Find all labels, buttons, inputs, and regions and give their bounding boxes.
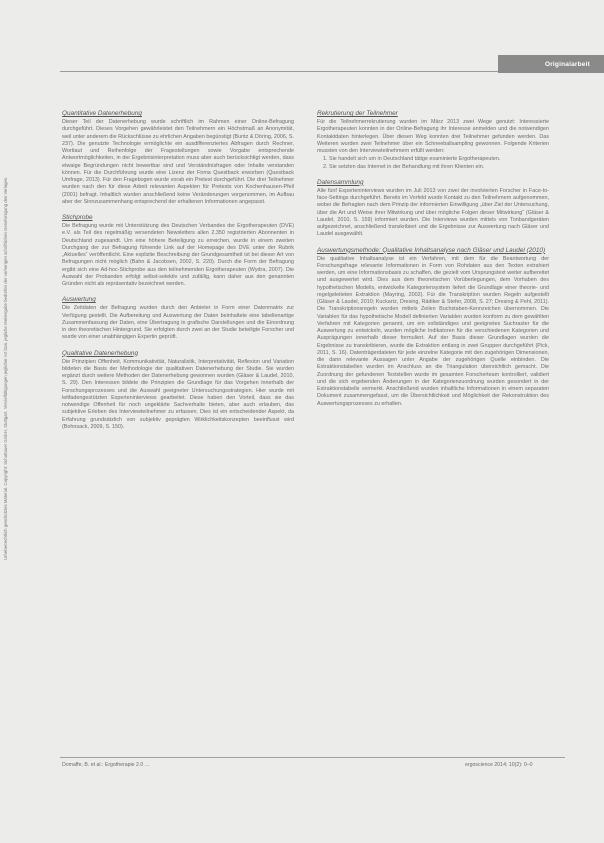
section-qualitative <box>62 350 294 432</box>
section-heading: Auswertung <box>62 296 96 304</box>
right-column <box>317 110 549 416</box>
section-heading: Stichprobe <box>62 214 93 221</box>
criteria-list <box>317 156 549 171</box>
section-quantitative <box>62 110 294 206</box>
section-heading: Qualitative Datenerhebung <box>62 349 139 357</box>
list-item: 2. Sie setzten das Internet in der Behandlung mit ihren Klienten ein. <box>329 164 549 171</box>
section-heading: Quantitative Datenerhebung <box>62 110 142 117</box>
section-body: Die Prinzipien Offenheit, Kommunikativität, Naturalistik, Interpretativität, Reflexion und Variation bildeten die Basis der Methodologie der qualitativen Datenerhebung der Studie. Sie wurden ergänzt durch weitere Methoden der Datenerhebung gewonnen wurden (Gläser & Laudel, 2010, S. 29). Den Interessen bildete die Prinzipien die Grundlage für das Vorgehen innerhalb der Forschungsprozesses und die Auswahl geeigneter Untersuchungsstrategien. Hier wurde mit leitfadengestützten Experteninterviews gearbeitet. Diese haben den Vorteil, dass sie das notwendige Offenheit für noch ungeklärte Sachverhalte bieten, aber auch erlauben, das subjektive Erleben des Interviewteilnehmer zu erfassen. Dies ist ein entscheidender Aspekt, da Erfahrung grundsätzlich von subjektiv geprägten Wirklichkeitskonzepten beeinflusst wird (Bohnsack, 2009, S. 150). <box>62 358 294 430</box>
section-auswertung <box>62 296 294 341</box>
section-body: Alle fünf Experteninterviews wurden im Juli 2013 von zwei der involvierten Forscher in Face-to-face-Settings durchgeführt. Bereits im Vorfeld wurde Kontakt zu den Teilnehmern aufgenommen, wobei die Befragten nach dem Prinzip der informierten Einwilligung „über Ziel der Untersuchung, über die Art und Weise ihrer Mitwirkung und über mögliche Folgen dieser Mitwirkung“ (Gläser & Laudel, 2010, S. 159) informiert wurden. Die Interviews wurden mittels von Tonbandgeräten aufgezeichnet, anschließend transkribiert und die Ergebnisse zur Auswertung nach Gläser und Laudel ausgewählt. <box>317 187 549 238</box>
section-body: Die qualitative Inhaltsanalyse ist ein Verfahren, mit dem für die Beantwortung der Forschungsfrage relevante Informationen in Form von Rohdaten aus den Texten extrahiert werden, um eine Informationsbasis zu schaffen, die gezielt vom Ursprungstext weiter aufbereitet und ausgewertet wird. Dies aus dem theoretischen Vorüberlegungen, dem Vorhaben des hypothetischen Modells, entwickelte Kategoriensystem liefert die Grundlage einer theorie- und regelgeleiteten Extraktion (Mayring, 2002). Für die Transkription wurden Regeln aufgestellt (Gläser & Laudel, 2010; Kuckartz, Dresing, Rädiker & Stefer, 2008, S. 27; Dresing & Pehl, 2011). Die Transkriptionsregeln wurden mittels Zeilen Buchstaben-Kennzeichen übernommen. Die Variablen für das hypothetische Modell definierten Variablen wurden konform zu dem gewählten Verfahren mit Kategorien genannt, um ein vollständiges und geeignetes Suchraster für die Auswertung zu entwickeln, wurden mögliche Indikatoren für die verschiedenen Kategorien und Ausprägungen innerhalb dieser formuliert. Auf der Basis dieser Grundlagen wurden die Ergebnisse zu transkribieren, wurde die Extraktion entlang in zwei Gruppen durchgeführt (Pick, 2011, S. 16). Datenträgerdateien für jede einzelne Kategorie mit den zugehörigen Dimensionen, die dann relevante Aussagen unter Angabe der zugehörigen Quelle einbinden. Die Extraktionstabellen wurden im Anschluss an die Triangulation übersichtlich gemacht. Die Zuordnung der gefundenen Textstellen wurde im gesamten Forscherteam kontrolliert, validiert und die sich ergebenden Änderungen in der Kategorienzuordnung wurden gesondert in der Extraktionstabelle vermerkt. Anschließend wurden inhaltliche Informationen in einem separaten Dokument zusammengefasst, um die Übersichtlichkeit und Möglichkeit der Rekonstruktion des Auswertungsprozesses zu erhalten. <box>317 255 549 407</box>
section-tab-label: Originalarbeit <box>544 60 590 68</box>
list-item: 1. Sie handelt sich um in Deutschland tätige examinierte Ergotherapeuten. <box>329 156 549 163</box>
section-stichprobe <box>62 214 294 288</box>
section-body: Für die Teilnehmerrekrutierung wurden im März 2013 zwei Wege genutzt: Interessierte Ergotherapeuten konnten in der Online-Befragung ihr Interesse anmelden und die notwendigen Kontaktdaten hinterlegen. Über diesen Weg konnten drei Teilnehmer gefunden werden. Das Weiteren wurden zwei Teilnehmer über ein Schneeballsampling gewonnen. Folgende Kriterien mussten von den Interviewteilnehmern erfüllt werden: <box>317 119 549 154</box>
section-heading: Auswertungsmethode: Qualitative Inhaltsanalyse nach Gläser und Laudel (2010) <box>317 246 546 254</box>
section-tab <box>498 55 604 73</box>
copyright-side-note: Urheberrechtlich geschütztes Material. Copyright: Schattauer GmbH, Stuttgart. Vervielfältigungen jeglicher Art bzw. jegliche Weitergabe bedürfen der vorherigen schriftlichen Genehmigung des Verlages. <box>3 176 8 560</box>
footer-rule <box>60 757 565 758</box>
section-heading: Datensammlung <box>317 178 364 186</box>
section-rekrutierung <box>317 110 549 171</box>
section-body: Dieser Teil der Datenerhebung wurde schriftlich im Rahmen einer Online-Befragung durchgeführt. Dieses Vorgehen gewährleistet den Teilnehmern ein Höchstmaß an Anonymität, weil unter anderem die Rückschlüsse zu ehrlichen Angaben begünstigt (Buntz & Döring, 2006, S. 237). Die genutzte Technologie ermöglichte ein ausdifferenziertes Abfragen durch Rechner, Wortlaut und Reihenfolge der Fragestellungen sowie Vorgabe entsprechende Antwortmöglichkeiten, in der Ergebnisinterpretation muss aber auch berücksichtigt werden, dass etwaige Begründungen nicht bewertbar sind und Verständnisfragen oder Inhalte verstanden können. Für die Durchführung wurde eine Lizenz der Firma Questback erworben (Questback Umfrage, 2013). Für den Fragebogen wurde vorab ein Pretest durchgeführt. Die drei Teilnehmer wurden nach den für diese Arbeit relevanten Aspekten für Pretests von Kochenhausen-Pfeil (2001) befragt. Inhaltlich wurden anschließend keine Veränderungen vorgenommen, im Aufbau aber der Sinnzusammenhang entsprechend der erhaltenen Informationen angepasst. <box>62 119 294 205</box>
section-body: Die Zeitdaten der Befragung wurden durch den Anbieter in Form einer Datenmatrix zur Verfügung gestellt. Die Aufbereitung und Auswertung der Daten beinhaltete eine tabellenartige Zusammenfassung der Daten, eine Übertragung in grafische Darstellungen und die Einordnung in den theoretischen Hintergrund. Sie erfolgten durch zwei an der Studie beteiligte Forscher und wurde von einer unabhängigen Expertin geprüft. <box>62 305 294 341</box>
section-datensammlung <box>317 179 549 239</box>
left-column <box>62 110 294 439</box>
header-rule <box>60 71 498 72</box>
section-auswertungsmethode <box>317 247 549 408</box>
footer-journal: ergoscience 2014; 10(2): 0–0 <box>465 762 533 768</box>
section-body: Die Befragung wurde mit Unterstützung des Deutschen Verbandes der Ergotherapeuten (DVE) e.V. als Teil des regelmäßig versendeten Newsletters allen 2.350 registrierten Abonnenten in Deutschland zugesandt. Um eine höhere Beteiligung zu erreichen, wurde in einem zweiten Durchgang der zur Befragung führende Link auf der Homepage des DVE unter der Rubrik „Aktuelles“ veröffentlicht. Eine explizite Beschreibung der Grundgesamtheit ist bei dieser Art von Befragungen nicht möglich (Bahn & Jacobsen, 2002, S. 220). Durch die Form der Befragung ergibt sich eine Ad-hoc-Stichprobe aus den teilnehmenden Ergotherapeuten (Wydra, 2007). Die Auswahl der Probanden erfolgt selbst-selektiv und zufällig, kann daher aus den genannten Gründen nicht als repräsentativ bezeichnet werden. <box>62 223 294 287</box>
footer-citation: Domaffe, B. et al.: Ergotherapie 2.0 … <box>62 762 150 768</box>
section-heading: Rekrutierung der Teilnehmer <box>317 110 398 117</box>
